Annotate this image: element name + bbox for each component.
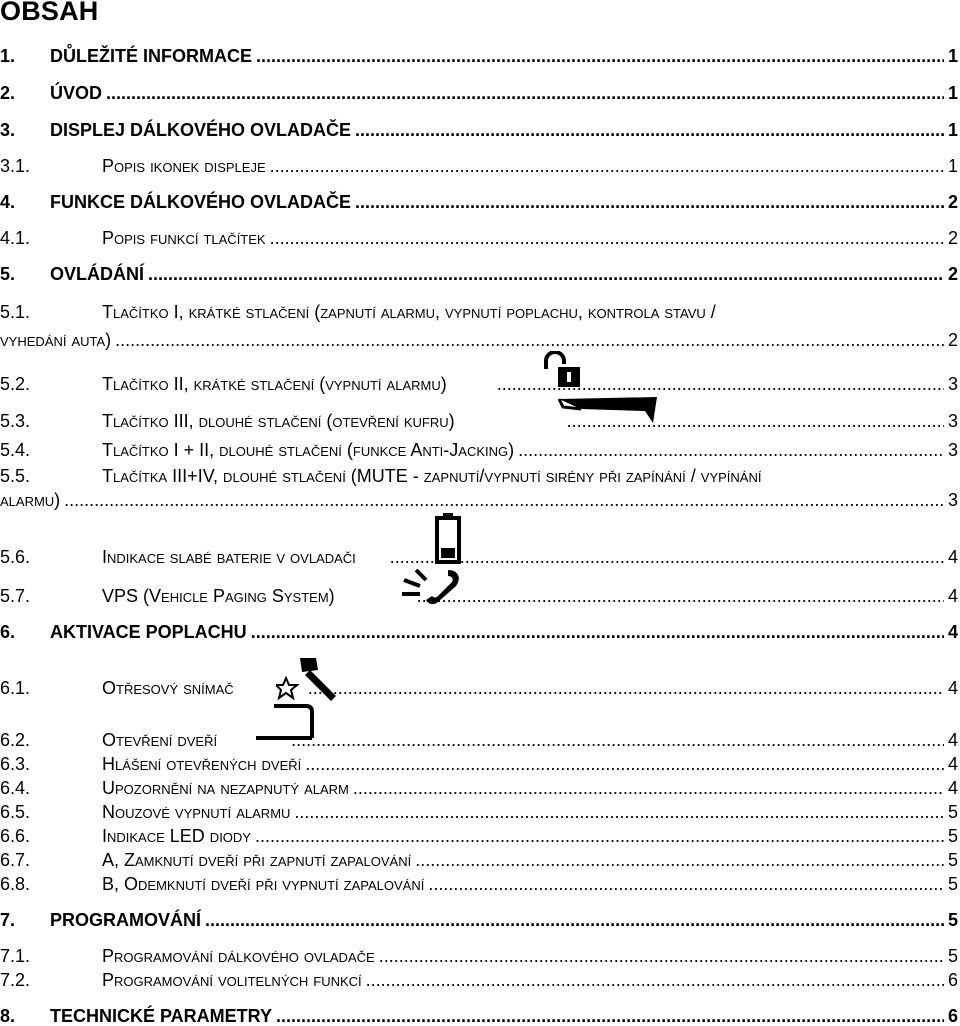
toc-entry-label: Hlášení otevřených dveří bbox=[102, 754, 302, 774]
toc-entry-page: 6 bbox=[947, 970, 958, 990]
toc-entry-page: 1 bbox=[947, 156, 958, 176]
toc-leader-dots bbox=[355, 192, 944, 212]
toc-entry-label: AKTIVACE POPLACHU bbox=[50, 622, 247, 642]
toc-entry-page: 1 bbox=[947, 120, 958, 140]
toc-entry-page: 2 bbox=[947, 192, 958, 212]
toc-entry[interactable] bbox=[0, 543, 960, 567]
toc-leader-dots bbox=[355, 120, 944, 140]
toc-entry-page: 5 bbox=[947, 826, 958, 846]
toc-entry[interactable] bbox=[0, 188, 960, 212]
toc-entry-label: Tlačítko I, krátké stlačení (zapnutí alarmu, vypnutí poplachu, kontrola stavu / bbox=[102, 302, 716, 322]
toc-leader-dots bbox=[428, 874, 944, 894]
toc-entry[interactable] bbox=[0, 370, 960, 394]
toc-leader-dots bbox=[308, 678, 944, 698]
toc-entry-number: 2. bbox=[0, 83, 16, 103]
toc-entry-number: 5.1. bbox=[0, 302, 31, 322]
toc-entry-label: TECHNICKÉ PARAMETRY bbox=[50, 1006, 273, 1026]
unlocked-padlock-icon bbox=[540, 351, 582, 389]
toc-entry-page: 4 bbox=[947, 778, 958, 798]
toc-entry[interactable] bbox=[0, 674, 960, 698]
toc-entry-number: 4. bbox=[0, 192, 16, 212]
toc-entry-page: 1 bbox=[947, 83, 958, 103]
toc-entry[interactable] bbox=[0, 42, 960, 66]
toc-entry-label: Otevření dveří bbox=[102, 730, 218, 750]
toc-entry-label: PROGRAMOVÁNÍ bbox=[50, 910, 202, 930]
toc-entry-page: 4 bbox=[947, 547, 958, 567]
toc-leader-dots bbox=[366, 970, 944, 990]
toc-leader-dots bbox=[276, 1006, 944, 1026]
toc-entry[interactable] bbox=[0, 224, 960, 248]
toc-entry-label: Programování volitelných funkcí bbox=[102, 970, 362, 990]
toc-entry-label: Indikace slabé baterie v ovladači bbox=[102, 547, 356, 567]
toc-entry-number: 6.5. bbox=[0, 802, 31, 822]
toc-entry-label: DŮLEŽITÉ INFORMACE bbox=[50, 46, 252, 66]
toc-entry[interactable] bbox=[0, 726, 960, 750]
toc-leader-dots bbox=[417, 586, 944, 606]
toc-leader-dots bbox=[115, 330, 944, 350]
toc-entry[interactable] bbox=[0, 822, 960, 846]
toc-entry-number: 5.4. bbox=[0, 440, 31, 460]
toc-entry-label: B, Odemknutí dveří při vypnutí zapalování bbox=[102, 874, 425, 894]
toc-entry[interactable] bbox=[0, 966, 960, 990]
toc-entry-label: Indikace LED diody bbox=[102, 826, 251, 846]
toc-entry-number: 7.1. bbox=[0, 946, 31, 966]
open-door-icon bbox=[252, 702, 314, 744]
toc-entry-page: 5 bbox=[947, 946, 958, 966]
toc-leader-dots bbox=[390, 547, 944, 567]
toc-entry-page: 5 bbox=[947, 850, 958, 870]
toc-entry-number: 6. bbox=[0, 622, 16, 642]
toc-entry-page: 4 bbox=[947, 678, 958, 698]
toc-entry-label: ÚVOD bbox=[50, 83, 103, 103]
toc-leader-dots bbox=[353, 778, 944, 798]
toc-leader-dots bbox=[148, 264, 944, 284]
toc-entry-number: 6.3. bbox=[0, 754, 31, 774]
toc-entry-number: 6.8. bbox=[0, 874, 31, 894]
toc-entry[interactable] bbox=[0, 942, 960, 966]
toc-leader-dots bbox=[270, 228, 944, 248]
toc-entry[interactable] bbox=[0, 618, 960, 642]
toc-leader-dots bbox=[518, 440, 944, 460]
toc-entry-number: 5.2. bbox=[0, 374, 31, 394]
toc-leader-dots bbox=[305, 754, 944, 774]
toc-entry[interactable] bbox=[0, 462, 960, 486]
toc-entry-page: 3 bbox=[947, 490, 958, 510]
toc-leader-dots bbox=[415, 850, 944, 870]
toc-entry[interactable] bbox=[0, 79, 960, 103]
toc-entry-label: Tlačítka III+IV, dlouhé stlačení (MUTE - zapnutí/vypnutí sirény při zapínání / vypínání bbox=[102, 466, 762, 486]
toc-entry-label: Tlačítko II, krátké stlačení (vypnutí alarmu) bbox=[102, 374, 447, 394]
toc-entry-label: Tlačítko III, dlouhé stlačení (otevření kufru) bbox=[102, 411, 455, 431]
toc-entry-label-continued: alarmu) bbox=[0, 490, 61, 510]
toc-leader-dots bbox=[106, 83, 944, 103]
battery-low-icon bbox=[434, 512, 462, 564]
toc-entry[interactable] bbox=[0, 116, 960, 140]
toc-entry-label: Popis funkcí tlačítek bbox=[102, 228, 266, 248]
toc-entry-number: 7. bbox=[0, 910, 16, 930]
toc-entry-label: VPS (Vehicle Paging System) bbox=[102, 586, 335, 606]
toc-entry-number: 5. bbox=[0, 264, 16, 284]
toc-entry-page: 5 bbox=[947, 910, 958, 930]
toc-entry-page: 2 bbox=[947, 228, 958, 248]
toc-entry-label: Nouzové vypnutí alarmu bbox=[102, 802, 291, 822]
toc-entry[interactable] bbox=[0, 298, 960, 322]
toc-entry-number: 5.6. bbox=[0, 547, 31, 567]
toc-leader-dots bbox=[251, 622, 944, 642]
toc-entry-number: 8. bbox=[0, 1006, 16, 1026]
toc-entry-page: 5 bbox=[947, 802, 958, 822]
toc-leader-dots bbox=[270, 156, 944, 176]
toc-entry-continuation[interactable] bbox=[0, 326, 960, 350]
toc-entry-number: 5.5. bbox=[0, 466, 31, 486]
car-trunk-icon bbox=[557, 393, 661, 427]
toc-entry[interactable] bbox=[0, 1002, 960, 1026]
toc-entry-number: 1. bbox=[0, 46, 16, 66]
toc-entry-label: OVLÁDÁNÍ bbox=[50, 264, 144, 284]
phone-signal-icon bbox=[398, 566, 464, 606]
toc-leader-dots bbox=[64, 490, 944, 510]
toc-entry-number: 4.1. bbox=[0, 228, 31, 248]
toc-leader-dots bbox=[256, 46, 944, 66]
toc-entry-number: 6.2. bbox=[0, 730, 31, 750]
toc-title: OBSAH bbox=[0, 0, 99, 26]
toc-entry[interactable] bbox=[0, 436, 960, 460]
toc-entry-label: A, Zamknutí dveří při zapnutí zapalování bbox=[102, 850, 412, 870]
toc-entry[interactable] bbox=[0, 774, 960, 798]
toc-entry[interactable] bbox=[0, 750, 960, 774]
toc-entry-number: 7.2. bbox=[0, 970, 31, 990]
toc-entry-page: 2 bbox=[947, 330, 958, 350]
toc-leader-dots bbox=[205, 910, 944, 930]
toc-leader-dots bbox=[291, 730, 944, 750]
toc-entry-number: 6.7. bbox=[0, 850, 31, 870]
toc-entry[interactable] bbox=[0, 906, 960, 930]
toc-entry[interactable] bbox=[0, 870, 960, 894]
toc-entry-page: 1 bbox=[947, 46, 958, 66]
toc-entry-number: 6.4. bbox=[0, 778, 31, 798]
toc-entry[interactable] bbox=[0, 582, 960, 606]
toc-entry-page: 5 bbox=[947, 874, 958, 894]
toc-entry-number: 3.1. bbox=[0, 156, 31, 176]
toc-entry[interactable] bbox=[0, 407, 960, 431]
toc-entry-page: 4 bbox=[947, 730, 958, 750]
toc-entry-label: Programování dálkového ovladače bbox=[102, 946, 375, 966]
toc-entry-page: 4 bbox=[947, 754, 958, 774]
toc-entry-page: 3 bbox=[947, 374, 958, 394]
shock-hammer-icon bbox=[276, 656, 340, 702]
toc-entry-page: 2 bbox=[947, 264, 958, 284]
toc-entry[interactable] bbox=[0, 798, 960, 822]
toc-entry[interactable] bbox=[0, 846, 960, 870]
toc-entry-page: 4 bbox=[947, 586, 958, 606]
toc-entry-number: 6.1. bbox=[0, 678, 31, 698]
toc-entry[interactable] bbox=[0, 152, 960, 176]
toc-entry-page: 3 bbox=[947, 411, 958, 431]
toc-entry-label: Tlačítko I + II, dlouhé stlačení (funkce Anti-Jacking) bbox=[102, 440, 515, 460]
toc-leader-dots bbox=[255, 826, 944, 846]
toc-entry-page: 3 bbox=[947, 440, 958, 460]
toc-entry-continuation[interactable] bbox=[0, 486, 960, 510]
toc-leader-dots bbox=[294, 802, 944, 822]
toc-entry[interactable] bbox=[0, 260, 960, 284]
toc-entry-label: Otřesový snímač bbox=[102, 678, 234, 698]
toc-entry-label-continued: vyhedání auta) bbox=[0, 330, 112, 350]
toc-entry-label: Popis ikonek displeje bbox=[102, 156, 266, 176]
toc-entry-page: 4 bbox=[947, 622, 958, 642]
toc-entry-label: Upozornění na nezapnutý alarm bbox=[102, 778, 349, 798]
toc-entry-number: 5.3. bbox=[0, 411, 31, 431]
toc-entry-label: DISPLEJ DÁLKOVÉHO OVLADAČE bbox=[50, 120, 352, 140]
toc-entry-number: 6.6. bbox=[0, 826, 31, 846]
toc-entry-page: 6 bbox=[947, 1006, 958, 1026]
toc-entry-label: FUNKCE DÁLKOVÉHO OVLADAČE bbox=[50, 192, 352, 212]
toc-entry-number: 5.7. bbox=[0, 586, 31, 606]
toc-entry-number: 3. bbox=[0, 120, 16, 140]
toc-leader-dots bbox=[379, 946, 944, 966]
